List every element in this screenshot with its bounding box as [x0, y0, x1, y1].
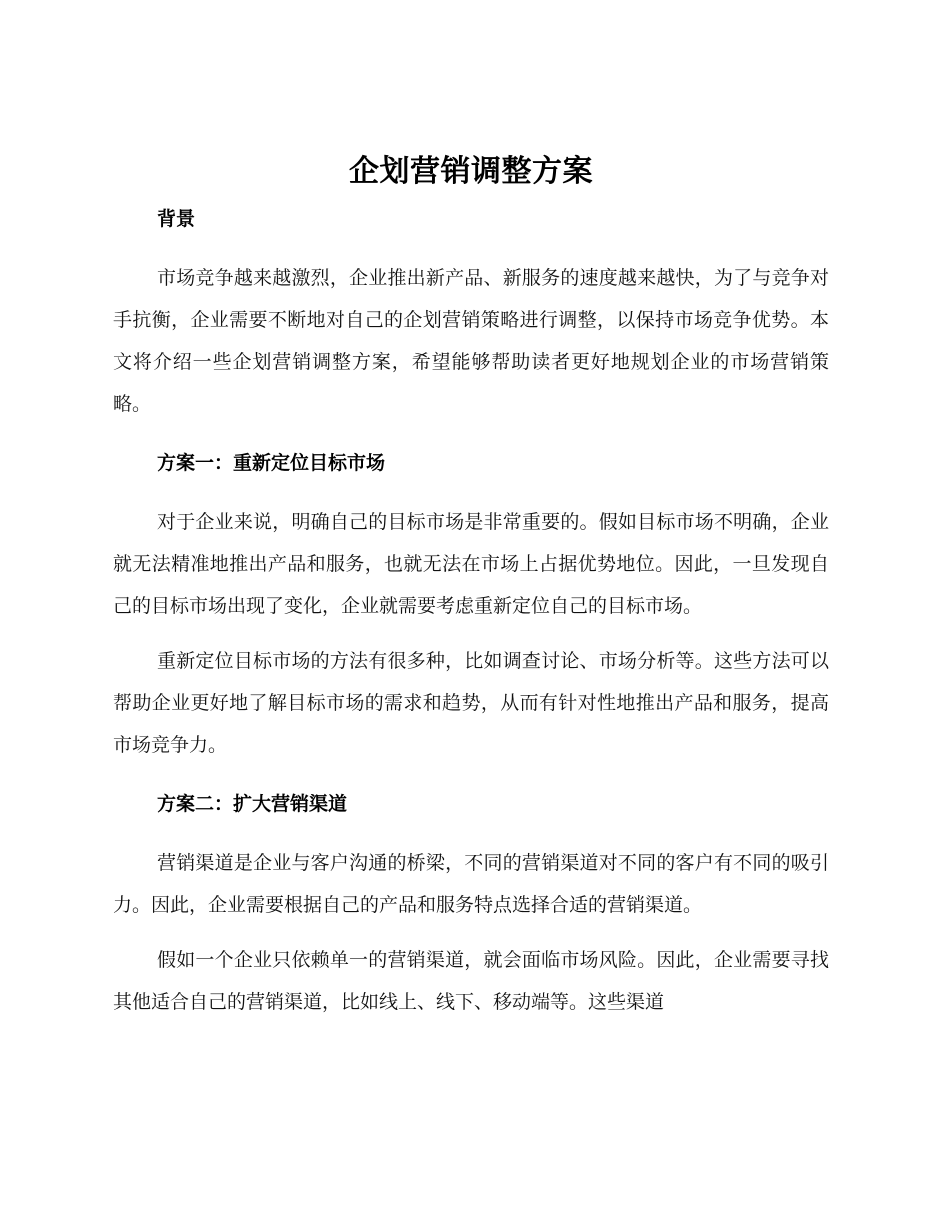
paragraph-plan-one-2: 重新定位目标市场的方法有很多种，比如调查讨论、市场分析等。这些方法可以帮助企业更好地了解目标市场的需求和趋势，从而有针对性地推出产品和服务，提高市场竞争力。: [113, 650, 829, 756]
section-heading-plan-one: 方案一：重新定位目标市场: [157, 452, 386, 474]
paragraph-plan-two-1: 营销渠道是企业与客户沟通的桥梁，不同的营销渠道对不同的客户有不同的吸引力。因此，企业需要根据自己的产品和服务特点选择合适的营销渠道。: [113, 852, 829, 916]
section-background: [113, 204, 829, 448]
section-heading-background: 背景: [157, 208, 196, 230]
paragraph-plan-two-2: 假如一个企业只依赖单一的营销渠道，就会面临市场风险。因此，企业需要寻找其他适合自己的营销渠道，比如线上、线下、移动端等。这些渠道: [113, 949, 829, 1013]
document-title: 企划营销调整方案: [349, 154, 593, 189]
section-heading-plan-two: 方案二：扩大营销渠道: [157, 793, 348, 815]
section-plan-two: [113, 789, 829, 1023]
paragraph-plan-one-1: 对于企业来说，明确自己的目标市场是非常重要的。假如目标市场不明确，企业就无法精准地推出产品和服务，也就无法在市场上占据优势地位。因此，一旦发现自己的目标市场出现了变化，企业就需要考虑重新定位自己的目标市场。: [113, 511, 829, 617]
section-plan-one: [113, 448, 829, 789]
document-page: [113, 148, 829, 1023]
paragraph-background: 市场竞争越来越激烈，企业推出新产品、新服务的速度越来越快，为了与竞争对手抗衡，企业需要不断地对自己的企划营销策略进行调整，以保持市场竞争优势。本文将介绍一些企划营销调整方案，希望能够帮助读者更好地规划企业的市场营销策略。: [113, 267, 829, 415]
